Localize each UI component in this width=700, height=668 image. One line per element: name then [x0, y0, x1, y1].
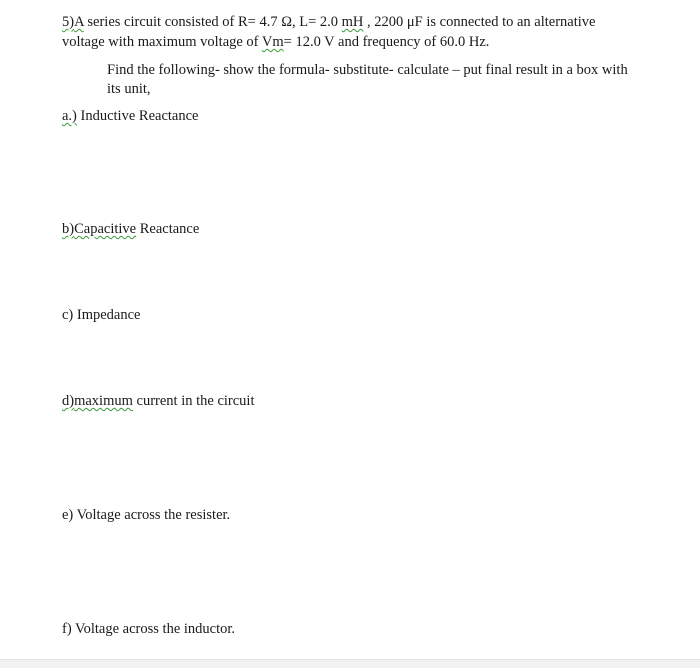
part-a-text: Inductive Reactance — [76, 108, 199, 124]
problem-statement-line-1 — [62, 13, 595, 31]
problem-statement-line-2 — [62, 33, 489, 51]
part-d-text: current in the circuit — [132, 393, 255, 409]
problem-text-4: = 12.0 V and frequency of 60.0 Hz. — [283, 34, 490, 50]
inductance-unit: mH — [341, 14, 364, 30]
problem-text-2: , 2200 μF is connected to an alternative — [363, 14, 596, 30]
max-voltage-symbol: Vm — [261, 34, 284, 50]
part-b-label: b) — [62, 221, 75, 237]
problem-text-3: voltage with maximum voltage of — [62, 34, 262, 50]
part-d-maximum-current — [62, 392, 255, 410]
part-e-voltage-resistor: e) Voltage across the resister. — [62, 507, 231, 523]
instructions-line-2: its unit, — [107, 81, 151, 97]
part-d-label: d) — [62, 393, 75, 409]
part-c-impedance: c) Impedance — [62, 307, 141, 323]
part-a-label: a.) — [62, 108, 77, 124]
part-b-capacitive-reactance — [62, 220, 199, 238]
part-d-word: maximum — [74, 393, 133, 409]
problem-text-1: series circuit consisted of R= 4.7 Ω, L= 2.0 — [83, 14, 342, 30]
part-f-voltage-inductor: f) Voltage across the inductor. — [62, 621, 236, 637]
page-bottom-edge — [0, 659, 700, 668]
problem-number: 5) — [62, 14, 75, 30]
part-b-word: Capacitive — [74, 221, 137, 237]
problem-first-letter: A — [74, 14, 84, 30]
part-a-inductive-reactance — [62, 107, 198, 125]
instructions-line-1: Find the following- show the formula- substitute- calculate – put final result in a box with — [107, 62, 628, 78]
part-b-text: Reactance — [136, 221, 200, 237]
